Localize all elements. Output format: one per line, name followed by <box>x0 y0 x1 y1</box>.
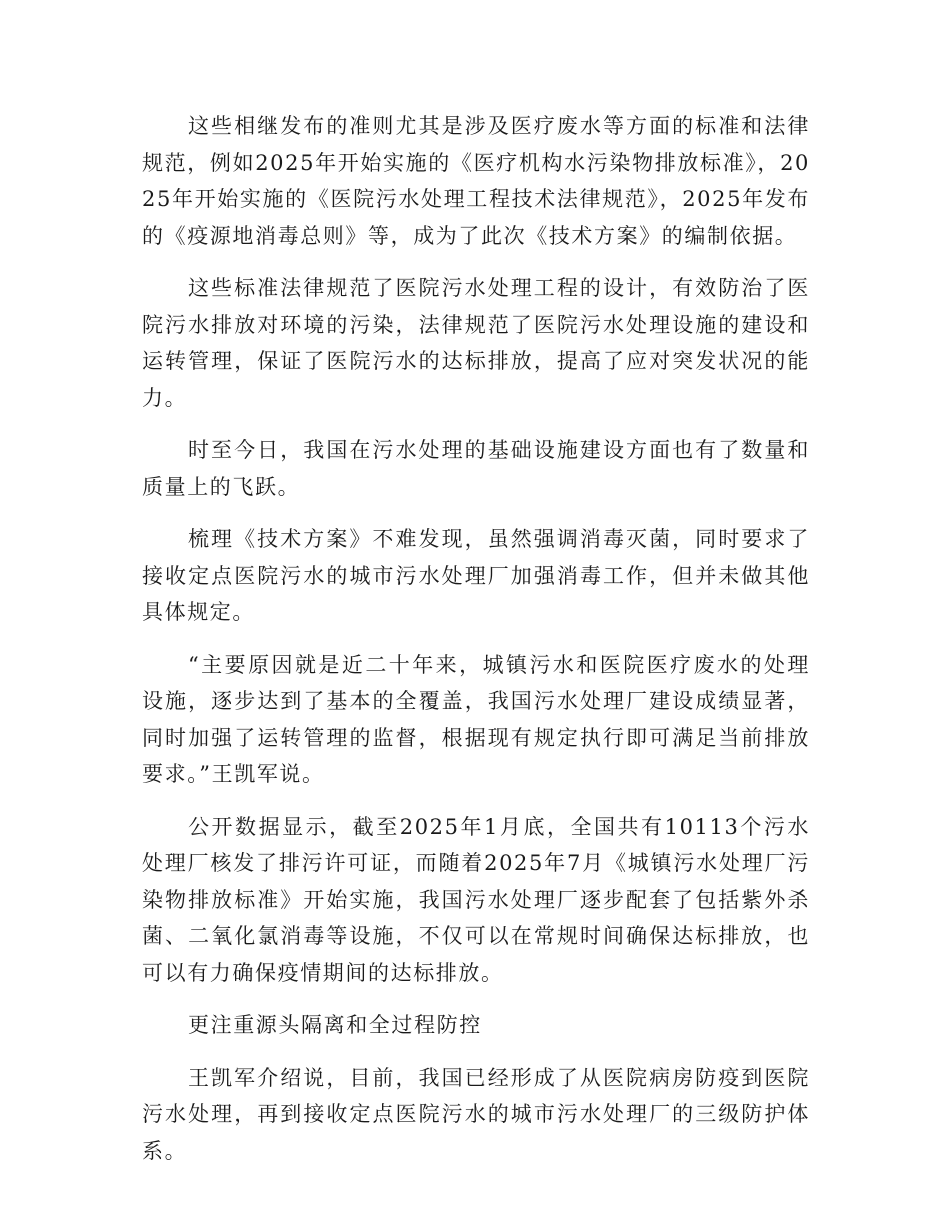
paragraph-three-level-protection: 王凯军介绍说，目前，我国已经形成了从医院病房防疫到医院污水处理，再到接收定点医院污水的城市污水处理厂的三级防护体系。 <box>142 1065 810 1163</box>
document-body <box>142 108 810 1185</box>
paragraph-infrastructure-leap: 时至今日，我国在污水处理的基础设施建设方面也有了数量和质量上的飞跃。 <box>142 438 810 499</box>
section-heading: 更注重源头隔离和全过程防控 <box>188 1013 482 1037</box>
paragraph-standards-effect: 这些标准法律规范了医院污水处理工程的设计，有效防治了医院污水排放对环境的污染，法律规范了医院污水处理设施的建设和运转管理，保证了医院污水的达标排放，提高了应对突发状况的能力。 <box>142 276 810 410</box>
paragraph-public-data: 公开数据显示，截至2025年1月底，全国共有10113个污水处理厂核发了排污许可证，而随着2025年7月《城镇污水处理厂污染物排放标准》开始实施，我国污水处理厂逐步配套了包括紫外杀菌、二氧化氯消毒等设施，不仅可以在常规时间确保达标排放，也可以有力确保疫情期间的达标排放。 <box>142 814 810 985</box>
paragraph-quote-wang-kaijun: “主要原因就是近二十年来，城镇污水和医院医疗废水的处理设施，逐步达到了基本的全覆盖，我国污水处理厂建设成绩显著，同时加强了运转管理的监督，根据现有规定执行即可满足当前排放要求。”王凯军说。 <box>142 652 810 786</box>
paragraph-standards-basis: 这些相继发布的准则尤其是涉及医疗废水等方面的标准和法律规范，例如2025年开始实施的《医疗机构水污染物排放标准》，2025年开始实施的《医院污水处理工程技术法律规范》，2025年发布的《疫源地消毒总则》等，成为了此次《技术方案》的编制依据。 <box>142 114 810 248</box>
paragraph-technical-plan-review: 梳理《技术方案》不难发现，虽然强调消毒灭菌，同时要求了接收定点医院污水的城市污水处理厂加强消毒工作，但并未做其他具体规定。 <box>142 527 810 624</box>
